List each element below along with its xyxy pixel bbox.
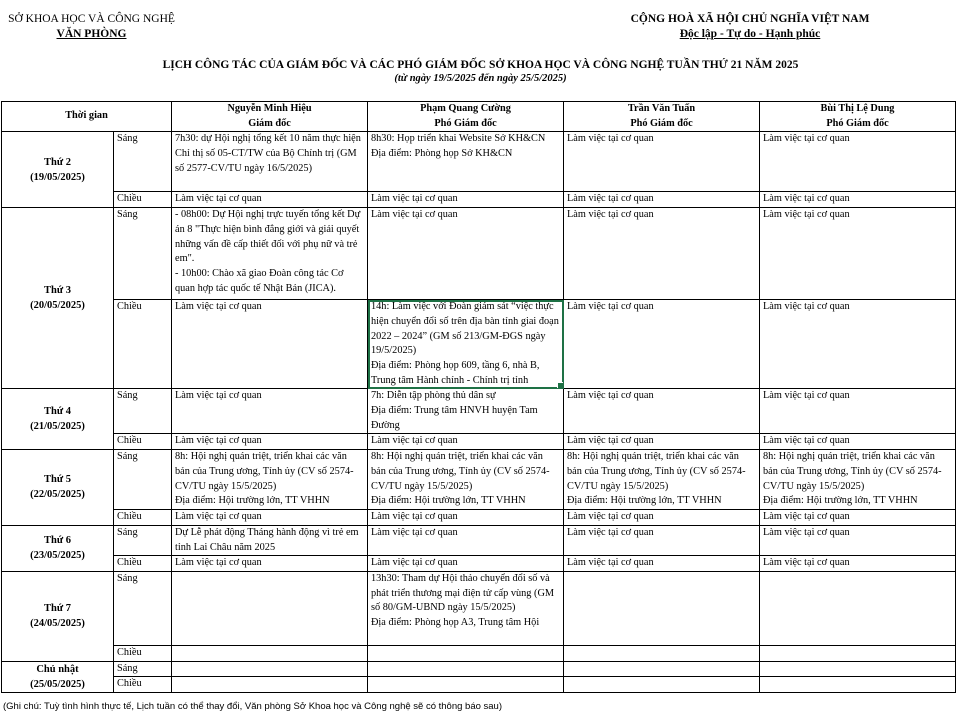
morning-row — [2, 208, 956, 300]
schedule-line: Làm việc tại cơ quan — [371, 435, 458, 447]
schedule-cell[interactable] — [760, 525, 956, 555]
schedule-cell[interactable] — [564, 556, 760, 572]
schedule-line: Làm việc tại cơ quan — [371, 193, 458, 205]
schedule-cell[interactable] — [368, 510, 564, 526]
schedule-cell[interactable] — [760, 389, 956, 434]
schedule-line: 14h: Làm việc với Đoàn giám sát “việc thực hiện chuyển đổi số trên địa bàn tỉnh giai đoạn 2022 – 2024” (GM số 213/GM-ĐGS ngày 19/5/2025) — [371, 301, 559, 357]
person-role: Phó Giám đốc — [826, 117, 889, 129]
schedule-line: 7h30: dự Hội nghị tổng kết 10 năm thực hiện Chỉ thị số 05-CT/TW của Bộ Chính trị (GM số 2577-CV/TU ngày 16/5/2025) — [175, 133, 361, 174]
schedule-cell[interactable] — [760, 645, 956, 661]
day-date: (25/05/2025) — [30, 678, 85, 690]
schedule-cell[interactable] — [564, 132, 760, 192]
day-name: Thứ 5 — [43, 474, 72, 486]
schedule-line: Địa điểm: Phòng họp 609, tầng 6, nhà B, Trung tâm Hành chính - Chính trị tỉnh — [371, 359, 540, 386]
day-date: (21/05/2025) — [30, 421, 85, 433]
morning-row — [2, 132, 956, 192]
schedule-cell[interactable] — [760, 192, 956, 208]
day-name: Thứ 2 — [43, 156, 72, 168]
schedule-line: Địa điểm: Hội trường lớn, TT VHHN — [763, 495, 918, 507]
schedule-cell[interactable] — [172, 434, 368, 450]
afternoon-row — [2, 677, 956, 693]
schedule-line: Địa điểm: Hội trường lớn, TT VHHN — [371, 495, 526, 507]
schedule-cell[interactable] — [564, 525, 760, 555]
schedule-line: Làm việc tại cơ quan — [567, 526, 654, 538]
schedule-line: Làm việc tại cơ quan — [763, 301, 850, 313]
schedule-cell[interactable] — [172, 645, 368, 661]
schedule-line: Địa điểm: Hội trường lớn, TT VHHN — [175, 495, 330, 507]
schedule-line: Làm việc tại cơ quan — [567, 301, 654, 313]
schedule-cell[interactable] — [564, 300, 760, 389]
schedule-line: Làm việc tại cơ quan — [175, 511, 262, 523]
session-afternoon[interactable]: Chiều — [114, 645, 172, 661]
afternoon-row — [2, 510, 956, 526]
person-name: Bùi Thị Lệ Dung — [820, 103, 895, 114]
morning-row — [2, 525, 956, 555]
schedule-line: Làm việc tại cơ quan — [763, 390, 850, 402]
schedule-cell[interactable] — [172, 192, 368, 208]
schedule-line: Dự Lễ phát động Tháng hành động vì trẻ em tỉnh Lai Châu năm 2025 — [175, 526, 359, 553]
schedule-cell[interactable] — [564, 510, 760, 526]
day-cell[interactable] — [2, 450, 114, 526]
schedule-cell[interactable] — [564, 571, 760, 645]
schedule-line: 7h: Diễn tập phòng thủ dân sự — [371, 390, 496, 402]
afternoon-row — [2, 434, 956, 450]
afternoon-row — [2, 300, 956, 389]
document-title: LỊCH CÔNG TÁC CỦA GIÁM ĐỐC VÀ CÁC PHÓ GIÁM ĐỐC SỞ KHOA HỌC VÀ CÔNG NGHỆ TUẦN THỨ 21 NĂM 2025 — [162, 59, 799, 71]
schedule-line: Làm việc tại cơ quan — [763, 193, 850, 205]
schedule-line: Làm việc tại cơ quan — [371, 209, 458, 221]
schedule-line: Làm việc tại cơ quan — [567, 390, 654, 402]
national-title: CỘNG HOÀ XÃ HỘI CHỦ NGHĨA VIỆT NAM — [630, 13, 870, 25]
schedule-line: Làm việc tại cơ quan — [567, 193, 654, 205]
day-name: Chủ nhật — [36, 663, 79, 675]
schedule-cell[interactable] — [564, 661, 760, 677]
schedule-cell[interactable] — [368, 571, 564, 645]
schedule-cell[interactable] — [368, 661, 564, 677]
schedule-line: Làm việc tại cơ quan — [567, 435, 654, 447]
schedule-line: Làm việc tại cơ quan — [763, 209, 850, 221]
session-morning[interactable]: Sáng — [114, 571, 172, 645]
day-name: Thứ 3 — [43, 285, 72, 297]
schedule-cell[interactable] — [368, 556, 564, 572]
day-name: Thứ 7 — [43, 603, 72, 615]
schedule-cell[interactable] — [172, 510, 368, 526]
session-afternoon[interactable]: Chiều — [114, 192, 172, 208]
schedule-cell[interactable] — [760, 661, 956, 677]
schedule-cell[interactable] — [172, 208, 368, 300]
schedule-line: Làm việc tại cơ quan — [763, 557, 850, 569]
fill-handle[interactable] — [557, 382, 564, 389]
schedule-line: Làm việc tại cơ quan — [567, 511, 654, 523]
schedule-line: 13h30: Tham dự Hội thảo chuyển đổi số và phát triển thương mại điện tử cấp vùng (GM số 80/GM-UBND ngày 15/5/2025) — [371, 572, 555, 614]
schedule-line: Làm việc tại cơ quan — [175, 301, 262, 313]
schedule-cell[interactable] — [172, 661, 368, 677]
schedule-line: 8h30: Họp triển khai Website Sở KH&CN — [371, 133, 546, 145]
schedule-cell[interactable] — [760, 677, 956, 693]
session-morning[interactable]: Sáng — [114, 132, 172, 192]
schedule-cell[interactable] — [760, 510, 956, 526]
session-afternoon[interactable]: Chiều — [114, 556, 172, 572]
morning-row — [2, 571, 956, 645]
session-afternoon[interactable]: Chiều — [114, 434, 172, 450]
session-afternoon[interactable]: Chiều — [114, 510, 172, 526]
day-cell[interactable] — [2, 661, 114, 692]
schedule-cell[interactable] — [368, 300, 564, 389]
schedule-line: - 08h00: Dự Hội nghị trực tuyến tổng kết Dự án 8 "Thực hiện bình đẳng giới và giải quyết những vấn đề cấp thiết đối với phụ nữ và trẻ em". — [175, 209, 361, 265]
session-afternoon[interactable]: Chiều — [114, 300, 172, 389]
schedule-cell[interactable] — [368, 389, 564, 434]
person-role: Phó Giám đốc — [630, 117, 693, 129]
afternoon-row — [2, 645, 956, 661]
day-date: (20/05/2025) — [30, 300, 85, 312]
schedule-cell[interactable] — [368, 208, 564, 300]
schedule-line: Địa điểm: Hội trường lớn, TT VHHN — [567, 495, 722, 507]
person-role: Giám đốc — [248, 117, 291, 129]
schedule-line: Làm việc tại cơ quan — [175, 193, 262, 205]
schedule-cell[interactable] — [368, 132, 564, 192]
day-cell[interactable] — [2, 389, 114, 450]
person-name: Phạm Quang Cường — [420, 103, 511, 114]
org-name: SỞ KHOA HỌC VÀ CÔNG NGHỆ — [8, 13, 175, 25]
person-header[interactable] — [368, 102, 564, 132]
session-afternoon[interactable]: Chiều — [114, 677, 172, 693]
schedule-line: 8h: Hội nghị quán triệt, triển khai các văn bản của Trung ương, Tỉnh ủy (CV số 2574-CV/TU ngày 15/5/2025) — [371, 451, 550, 492]
schedule-cell[interactable] — [368, 525, 564, 555]
table-header-row — [2, 102, 956, 132]
time-header[interactable]: Thời gian — [2, 102, 172, 132]
day-name: Thứ 6 — [43, 535, 72, 547]
morning-row — [2, 450, 956, 510]
day-date: (19/05/2025) — [30, 171, 85, 183]
session-morning[interactable]: Sáng — [114, 389, 172, 434]
schedule-cell[interactable] — [760, 571, 956, 645]
schedule-cell[interactable] — [368, 645, 564, 661]
schedule-line: Làm việc tại cơ quan — [371, 557, 458, 569]
schedule-line: Làm việc tại cơ quan — [175, 435, 262, 447]
person-header[interactable] — [760, 102, 956, 132]
schedule-cell[interactable] — [368, 450, 564, 510]
schedule-cell[interactable] — [172, 677, 368, 693]
session-morning[interactable]: Sáng — [114, 208, 172, 300]
schedule-cell[interactable] — [760, 300, 956, 389]
schedule-line: Làm việc tại cơ quan — [763, 526, 850, 538]
schedule-line: Làm việc tại cơ quan — [763, 133, 850, 145]
schedule-line: Làm việc tại cơ quan — [567, 209, 654, 221]
session-morning[interactable]: Sáng — [114, 525, 172, 555]
schedule-cell[interactable] — [368, 677, 564, 693]
schedule-cell[interactable] — [564, 192, 760, 208]
day-cell[interactable] — [2, 132, 114, 208]
national-motto: Độc lập - Tự do - Hạnh phúc — [679, 28, 821, 40]
morning-row — [2, 389, 956, 434]
schedule-cell[interactable] — [564, 389, 760, 434]
schedule-cell[interactable] — [564, 208, 760, 300]
schedule-cell[interactable] — [760, 208, 956, 300]
schedule-cell[interactable] — [760, 132, 956, 192]
session-morning[interactable]: Sáng — [114, 661, 172, 677]
afternoon-row — [2, 192, 956, 208]
person-name: Trần Văn Tuấn — [627, 103, 696, 114]
day-cell[interactable] — [2, 571, 114, 661]
office-name: VĂN PHÒNG — [56, 28, 127, 40]
person-role: Phó Giám đốc — [434, 117, 497, 129]
schedule-line: Làm việc tại cơ quan — [175, 557, 262, 569]
schedule-cell[interactable] — [172, 450, 368, 510]
schedule-table — [1, 101, 956, 693]
person-header[interactable] — [564, 102, 760, 132]
footer-note: (Ghi chú: Tuỳ tình hình thực tế, Lịch tuần có thể thay đổi, Văn phòng Sở Khoa học và Công nghệ sẽ có thông báo sau) — [3, 701, 503, 712]
schedule-line: 8h: Hội nghị quán triệt, triển khai các văn bản của Trung ương, Tỉnh ủy (CV số 2574-CV/TU ngày 15/5/2025) — [763, 451, 942, 492]
session-morning[interactable]: Sáng — [114, 450, 172, 510]
document-subtitle: (từ ngày 19/5/2025 đến ngày 25/5/2025) — [394, 73, 567, 84]
afternoon-row — [2, 556, 956, 572]
schedule-line: Làm việc tại cơ quan — [567, 133, 654, 145]
schedule-line: 8h: Hội nghị quán triệt, triển khai các văn bản của Trung ương, Tỉnh ủy (CV số 2574-CV/TU ngày 15/5/2025) — [175, 451, 354, 492]
schedule-cell[interactable] — [760, 556, 956, 572]
schedule-cell[interactable] — [172, 300, 368, 389]
schedule-line: Làm việc tại cơ quan — [567, 557, 654, 569]
schedule-line: - 10h00: Chào xã giao Đoàn công tác Cơ quan hợp tác quốc tế Nhật Bản (JICA). — [175, 267, 344, 294]
day-name: Thứ 4 — [43, 406, 72, 418]
schedule-cell[interactable] — [564, 645, 760, 661]
schedule-line: Làm việc tại cơ quan — [371, 511, 458, 523]
day-cell[interactable] — [2, 525, 114, 571]
schedule-cell[interactable] — [760, 434, 956, 450]
schedule-cell[interactable] — [172, 132, 368, 192]
day-cell[interactable] — [2, 208, 114, 389]
schedule-line: Làm việc tại cơ quan — [371, 526, 458, 538]
person-header[interactable] — [172, 102, 368, 132]
schedule-cell[interactable] — [564, 434, 760, 450]
schedule-cell[interactable] — [172, 389, 368, 434]
morning-row — [2, 661, 956, 677]
schedule-cell[interactable] — [172, 525, 368, 555]
schedule-line: Địa điểm: Phòng họp Sở KH&CN — [371, 148, 513, 160]
schedule-cell[interactable] — [368, 434, 564, 450]
schedule-line: Địa điểm: Trung tâm HNVH huyện Tam Đường — [371, 405, 538, 431]
day-date: (24/05/2025) — [30, 618, 85, 630]
schedule-cell[interactable] — [368, 192, 564, 208]
schedule-line: Làm việc tại cơ quan — [175, 390, 262, 402]
schedule-line: Làm việc tại cơ quan — [763, 435, 850, 447]
schedule-cell[interactable] — [564, 450, 760, 510]
person-name: Nguyễn Minh Hiệu — [227, 103, 312, 114]
day-date: (23/05/2025) — [30, 550, 85, 562]
schedule-cell[interactable] — [760, 450, 956, 510]
schedule-line: Làm việc tại cơ quan — [763, 511, 850, 523]
schedule-cell[interactable] — [172, 571, 368, 645]
day-date: (22/05/2025) — [30, 489, 85, 501]
schedule-cell[interactable] — [172, 556, 368, 572]
schedule-line: 8h: Hội nghị quán triệt, triển khai các văn bản của Trung ương, Tỉnh ủy (CV số 2574-CV/TU ngày 15/5/2025) — [567, 451, 746, 492]
schedule-cell[interactable] — [564, 677, 760, 693]
schedule-line: Địa điểm: Phòng họp A3, Trung tâm Hội — [371, 617, 540, 629]
